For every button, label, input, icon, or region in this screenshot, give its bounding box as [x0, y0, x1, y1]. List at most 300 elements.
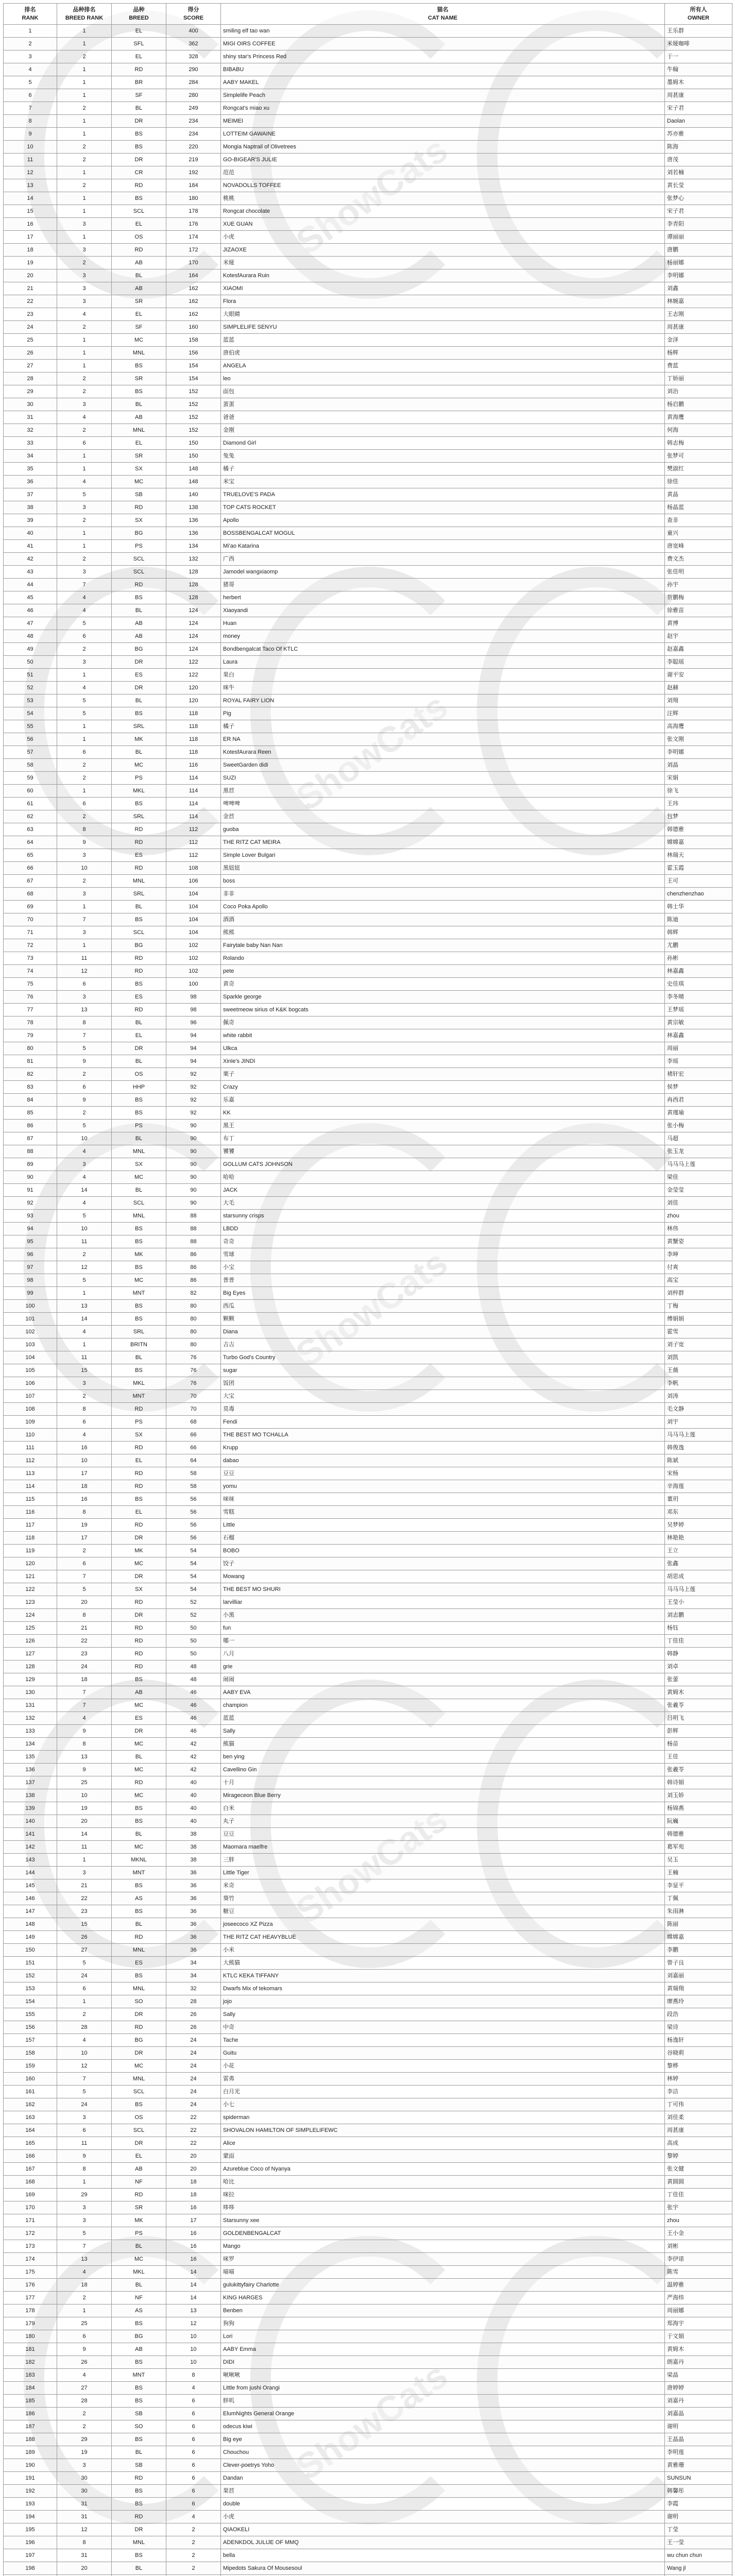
cat-name-cell: guoba [221, 823, 665, 836]
score-cell: 192 [166, 166, 221, 179]
score-cell: 90 [166, 1145, 221, 1158]
cat-name-cell: 桃桃 [221, 192, 665, 205]
owner-cell: 邓东 [665, 1506, 732, 1519]
table-row [4, 141, 732, 154]
rank-cell: 73 [4, 952, 57, 965]
owner-cell: 王小金 [665, 2227, 732, 2240]
breed-cell: MK [112, 733, 166, 746]
score-cell: 162 [166, 295, 221, 308]
owner-cell: 辛海莲 [665, 1480, 732, 1493]
breed-cell: SCL [112, 553, 166, 566]
cat-name-cell: Huan [221, 617, 665, 630]
breed-rank-cell: 26 [57, 2356, 112, 2369]
owner-cell: 赵赫 [665, 682, 732, 694]
cat-name-cell: yomu [221, 1480, 665, 1493]
owner-cell: zhou [665, 1210, 732, 1223]
breed-rank-cell: 19 [57, 1802, 112, 1815]
table-row [4, 901, 732, 913]
breed-rank-cell: 2 [57, 643, 112, 656]
table-row [4, 38, 732, 50]
breed-cell: MC [112, 2060, 166, 2073]
owner-cell: 张小梅 [665, 1120, 732, 1132]
rank-cell: 19 [4, 257, 57, 269]
score-cell: 34 [166, 1957, 221, 1970]
cat-name-cell: Apollo [221, 514, 665, 527]
breed-cell: MNL [112, 424, 166, 437]
breed-rank-cell: 31 [57, 2511, 112, 2523]
rank-cell: 84 [4, 1094, 57, 1107]
breed-rank-cell: 6 [57, 1557, 112, 1570]
table-row [4, 1648, 732, 1660]
score-cell: 16 [166, 2253, 221, 2266]
breed-rank-cell: 2 [57, 514, 112, 527]
table-row [4, 1764, 732, 1776]
rank-cell: 177 [4, 2292, 57, 2304]
breed-rank-cell: 1 [57, 939, 112, 952]
breed-cell: DR [112, 2047, 166, 2060]
table-row [4, 823, 732, 836]
cat-name-cell: Chouchou [221, 2446, 665, 2459]
score-cell: 6 [166, 2485, 221, 2498]
table-row [4, 1223, 732, 1235]
score-cell: 40 [166, 1802, 221, 1815]
score-cell: 58 [166, 1467, 221, 1480]
cat-name-cell: Sally [221, 2008, 665, 2021]
table-row [4, 63, 732, 76]
cat-name-cell: 豆豆 [221, 1828, 665, 1841]
breed-rank-cell: 24 [57, 1660, 112, 1673]
breed-rank-cell: 2 [57, 875, 112, 888]
breed-cell: SR [112, 450, 166, 463]
table-row [4, 2279, 732, 2292]
cat-name-cell: 普普 [221, 1274, 665, 1287]
score-cell: 10 [166, 2343, 221, 2356]
score-cell: 94 [166, 1029, 221, 1042]
cat-name-cell: Azureblue Coco of Nyanya [221, 2163, 665, 2176]
breed-rank-cell: 7 [57, 1699, 112, 1712]
score-cell: 150 [166, 450, 221, 463]
score-cell: 66 [166, 1429, 221, 1442]
breed-rank-cell: 3 [57, 244, 112, 257]
table-row [4, 1673, 732, 1686]
table-row [4, 2498, 732, 2511]
breed-cell: BS [112, 360, 166, 372]
table-row [4, 527, 732, 540]
table-row [4, 862, 732, 875]
cat-name-cell: 栗子 [221, 1068, 665, 1081]
breed-rank-cell: 7 [57, 1570, 112, 1583]
cat-name-cell: 中奇 [221, 2021, 665, 2034]
cat-name-cell: Mi'ao Katarina [221, 540, 665, 553]
table-row [4, 514, 732, 527]
owner-cell: 马马马上莲 [665, 1583, 732, 1596]
cat-name-cell: 奇奇 [221, 1235, 665, 1248]
breed-rank-cell: 10 [57, 1132, 112, 1145]
score-cell: 6 [166, 2472, 221, 2485]
owner-cell: SUNSUN [665, 2472, 732, 2485]
cat-name-cell: Mowang [221, 1570, 665, 1583]
cat-name-cell: Xiaoyandi [221, 604, 665, 617]
owner-cell: 朗嘉丹 [665, 2356, 732, 2369]
owner-cell: Wang jl [665, 2562, 732, 2575]
table-row [4, 2523, 732, 2536]
breed-rank-cell: 10 [57, 1454, 112, 1467]
breed-cell: ES [112, 669, 166, 682]
score-cell: 14 [166, 2292, 221, 2304]
rank-cell: 154 [4, 1995, 57, 2008]
cat-name-cell: GOLDENBENGALCAT [221, 2227, 665, 2240]
table-row [4, 257, 732, 269]
cat-name-cell: SUZI [221, 772, 665, 785]
score-cell: 120 [166, 682, 221, 694]
breed-cell: BL [112, 604, 166, 617]
cat-name-cell: Mirageceon Blue Berry [221, 1789, 665, 1802]
table-row [4, 849, 732, 862]
cat-name-cell: 饭团 [221, 1377, 665, 1390]
rank-cell: 160 [4, 2073, 57, 2086]
cat-name-cell: MIGI OIRS COFFEE [221, 38, 665, 50]
cat-name-cell: fun [221, 1622, 665, 1635]
breed-rank-cell: 5 [57, 488, 112, 501]
breed-cell: RD [112, 1931, 166, 1944]
rank-cell: 88 [4, 1145, 57, 1158]
owner-cell: 刘卓 [665, 1660, 732, 1673]
cat-name-cell: 大毛 [221, 1197, 665, 1210]
owner-cell: 王梦瑶 [665, 1004, 732, 1016]
owner-cell: 杨苗 [665, 1738, 732, 1751]
rank-cell: 83 [4, 1081, 57, 1094]
cat-name-cell: Xinle's JINDI [221, 1055, 665, 1068]
breed-rank-cell: 1 [57, 334, 112, 347]
breed-rank-cell: 26 [57, 1931, 112, 1944]
score-cell: 38 [166, 1854, 221, 1867]
owner-cell: 张梦心 [665, 192, 732, 205]
breed-rank-cell: 28 [57, 2395, 112, 2408]
breed-cell: SF [112, 321, 166, 334]
owner-cell: 刘嘉丹 [665, 2395, 732, 2408]
breed-cell: RD [112, 1442, 166, 1454]
table-row [4, 1081, 732, 1094]
rank-cell: 181 [4, 2343, 57, 2356]
table-row [4, 1274, 732, 1287]
owner-cell: 侯梦 [665, 1081, 732, 1094]
cat-name-cell: 咪罗 [221, 2253, 665, 2266]
owner-cell: 丁娇丽 [665, 372, 732, 385]
table-row [4, 1480, 732, 1493]
breed-rank-cell: 14 [57, 1313, 112, 1326]
table-row [4, 1854, 732, 1867]
breed-cell: SO [112, 2420, 166, 2433]
owner-cell: 谷晓莉 [665, 2047, 732, 2060]
table-row [4, 939, 732, 952]
breed-rank-cell: 25 [57, 2317, 112, 2330]
owner-cell: 李明娜 [665, 746, 732, 759]
owner-cell: 墨姆木 [665, 76, 732, 89]
breed-cell: BS [112, 1364, 166, 1377]
table-row [4, 1918, 732, 1931]
score-cell: 128 [166, 591, 221, 604]
breed-cell: SR [112, 295, 166, 308]
breed-cell: DR [112, 1532, 166, 1545]
table-row [4, 2008, 732, 2021]
breed-rank-cell: 1 [57, 76, 112, 89]
breed-cell: SCL [112, 2124, 166, 2137]
breed-cell: BG [112, 939, 166, 952]
owner-cell: 米娅咖啡 [665, 38, 732, 50]
rank-cell: 166 [4, 2150, 57, 2163]
table-row [4, 1467, 732, 1480]
table-row [4, 1519, 732, 1532]
rank-cell: 187 [4, 2420, 57, 2433]
score-cell: 50 [166, 1648, 221, 1660]
breed-rank-cell: 4 [57, 682, 112, 694]
rank-cell: 188 [4, 2433, 57, 2446]
cat-name-cell: Dandan [221, 2472, 665, 2485]
rank-cell: 143 [4, 1854, 57, 1867]
rank-cell: 43 [4, 566, 57, 579]
breed-cell: RD [112, 1776, 166, 1789]
breed-cell: RD [112, 579, 166, 591]
table-row [4, 1132, 732, 1145]
rank-cell: 119 [4, 1545, 57, 1557]
rank-cell: 50 [4, 656, 57, 669]
owner-cell: 高宝 [665, 1274, 732, 1287]
table-row [4, 2472, 732, 2485]
cat-name-cell: 米奇 [221, 1879, 665, 1892]
table-row [4, 1184, 732, 1197]
table-row [4, 2536, 732, 2549]
watermark-text: ShowCats [288, 2354, 455, 2488]
score-cell: 28 [166, 1995, 221, 2008]
rank-cell: 185 [4, 2395, 57, 2408]
table-row [4, 179, 732, 192]
cat-name-cell: bella [221, 2549, 665, 2562]
owner-cell: 杨启鹏 [665, 398, 732, 411]
breed-cell: DR [112, 682, 166, 694]
owner-cell: 刘彬 [665, 2240, 732, 2253]
breed-cell: RD [112, 1648, 166, 1660]
breed-rank-cell: 7 [57, 913, 112, 926]
rank-cell: 153 [4, 1982, 57, 1995]
breed-cell: SR [112, 2201, 166, 2214]
owner-cell: 唐茂 [665, 154, 732, 166]
rank-cell: 6 [4, 89, 57, 102]
cat-name-cell: Simplelife Peach [221, 89, 665, 102]
score-cell: 22 [166, 2111, 221, 2124]
breed-cell: ES [112, 849, 166, 862]
breed-cell: PS [112, 1120, 166, 1132]
owner-cell: 何海 [665, 424, 732, 437]
score-cell: 18 [166, 2189, 221, 2201]
score-cell: 40 [166, 1789, 221, 1802]
breed-cell: AS [112, 1892, 166, 1905]
breed-cell: RD [112, 1635, 166, 1648]
owner-cell: 林婉嘉 [665, 295, 732, 308]
score-cell: 46 [166, 1699, 221, 1712]
rank-cell: 120 [4, 1557, 57, 1570]
score-cell: 42 [166, 1751, 221, 1764]
breed-cell: AB [112, 1686, 166, 1699]
table-row [4, 926, 732, 939]
breed-cell: MK [112, 1248, 166, 1261]
rank-cell: 113 [4, 1467, 57, 1480]
owner-cell: 马超 [665, 1132, 732, 1145]
owner-cell: 丁佳佳 [665, 2189, 732, 2201]
cat-name-cell: odecus kiwi [221, 2420, 665, 2433]
rank-cell: 60 [4, 785, 57, 798]
score-cell: 46 [166, 1712, 221, 1725]
cat-name-cell: 白米 [221, 1802, 665, 1815]
rank-cell: 74 [4, 965, 57, 978]
score-cell: 180 [166, 192, 221, 205]
cat-name-cell: 小虎 [221, 2511, 665, 2523]
rank-cell: 22 [4, 295, 57, 308]
breed-rank-cell: 23 [57, 1648, 112, 1660]
cat-name-cell: Rongcat chocolate [221, 205, 665, 218]
score-cell: 8 [166, 2369, 221, 2382]
breed-rank-cell: 18 [57, 2279, 112, 2292]
breed-cell: MC [112, 1699, 166, 1712]
breed-rank-cell: 15 [57, 1364, 112, 1377]
cat-name-cell: 白月光 [221, 2086, 665, 2098]
rank-cell: 112 [4, 1454, 57, 1467]
score-cell: 170 [166, 257, 221, 269]
cat-name-cell: 哆哆 [221, 2201, 665, 2214]
score-cell: 86 [166, 1274, 221, 1287]
score-cell: 14 [166, 2279, 221, 2292]
owner-cell: 韩辉 [665, 926, 732, 939]
owner-cell: 李帆 [665, 1377, 732, 1390]
breed-rank-cell: 11 [57, 1351, 112, 1364]
cat-name-cell: spiderman [221, 2111, 665, 2124]
owner-cell: 林艳艳 [665, 1532, 732, 1545]
rank-cell: 170 [4, 2201, 57, 2214]
cat-name-cell: 黑王 [221, 1120, 665, 1132]
owner-cell: 杨晶蓝 [665, 501, 732, 514]
table-row [4, 2240, 732, 2253]
rank-cell: 93 [4, 1210, 57, 1223]
breed-rank-cell: 1 [57, 1287, 112, 1300]
breed-rank-cell: 20 [57, 2562, 112, 2575]
breed-cell: BS [112, 1223, 166, 1235]
owner-cell: 李明娜 [665, 269, 732, 282]
breed-cell: BL [112, 1132, 166, 1145]
table-row [4, 965, 732, 978]
cat-name-cell: Fairytale baby Nan Nan [221, 939, 665, 952]
cat-name-cell: larvilliar [221, 1596, 665, 1609]
score-cell: 118 [166, 733, 221, 746]
cat-name-cell: SHOVALON HAMILTON OF SIMPLELIFEWC [221, 2124, 665, 2137]
breed-rank-cell: 4 [57, 591, 112, 604]
breed-cell: PS [112, 1416, 166, 1429]
owner-cell: 梁晶 [665, 2369, 732, 2382]
cat-name-cell: LBDD [221, 1223, 665, 1235]
rank-cell: 1 [4, 25, 57, 38]
owner-cell: Daolan [665, 115, 732, 128]
rank-cell: 80 [4, 1042, 57, 1055]
owner-cell: 周甚康 [665, 321, 732, 334]
owner-cell: 黄雅珊 [665, 2459, 732, 2472]
breed-rank-cell: 12 [57, 965, 112, 978]
breed-rank-cell: 2 [57, 1248, 112, 1261]
breed-cell: DR [112, 2137, 166, 2150]
rank-cell: 44 [4, 579, 57, 591]
score-cell: 50 [166, 1635, 221, 1648]
table-row [4, 2420, 732, 2433]
cat-name-cell: KotesfAurara Ruin [221, 269, 665, 282]
table-row [4, 2382, 732, 2395]
rank-cell: 56 [4, 733, 57, 746]
breed-cell: RD [112, 2511, 166, 2523]
owner-cell: 宋子君 [665, 102, 732, 115]
breed-rank-cell: 7 [57, 579, 112, 591]
breed-cell: AB [112, 257, 166, 269]
rank-cell: 23 [4, 308, 57, 321]
owner-cell: 刘涛 [665, 1390, 732, 1403]
cat-name-cell: JACK [221, 1184, 665, 1197]
owner-cell: 段浩 [665, 2008, 732, 2021]
owner-cell: 费文杰 [665, 553, 732, 566]
breed-rank-cell: 1 [57, 540, 112, 553]
table-row [4, 952, 732, 965]
cat-name-cell: starsunny crisps [221, 1210, 665, 1223]
breed-cell: ES [112, 1712, 166, 1725]
breed-rank-cell: 6 [57, 437, 112, 450]
breed-rank-cell: 27 [57, 2382, 112, 2395]
breed-rank-cell: 4 [57, 1197, 112, 1210]
table-row [4, 192, 732, 205]
breed-rank-cell: 3 [57, 2111, 112, 2124]
cat-name-cell: 大眼睛 [221, 308, 665, 321]
breed-cell: MNL [112, 2073, 166, 2086]
table-row [4, 1493, 732, 1506]
cat-name-cell: money [221, 630, 665, 643]
table-row [4, 1931, 732, 1944]
owner-cell: 韩静 [665, 1648, 732, 1660]
table-row [4, 617, 732, 630]
score-cell: 36 [166, 1944, 221, 1957]
breed-rank-cell: 1 [57, 1338, 112, 1351]
cat-name-cell: 小黑 [221, 1609, 665, 1622]
score-cell: 6 [166, 2433, 221, 2446]
owner-cell: 李霞 [665, 2498, 732, 2511]
table-row [4, 2086, 732, 2098]
table-row [4, 1094, 732, 1107]
breed-cell: SRL [112, 1326, 166, 1338]
breed-cell: BL [112, 1828, 166, 1841]
table-row [4, 1055, 732, 1068]
breed-rank-cell: 6 [57, 978, 112, 991]
owner-cell: 童兴 [665, 527, 732, 540]
breed-cell: MNT [112, 1287, 166, 1300]
rank-cell: 11 [4, 154, 57, 166]
breed-rank-cell: 9 [57, 2343, 112, 2356]
cat-name-cell: 黑苣 [221, 785, 665, 798]
owner-cell: 尤鹏 [665, 939, 732, 952]
owner-cell: 王志刚 [665, 308, 732, 321]
rank-cell: 115 [4, 1493, 57, 1506]
breed-cell: EL [112, 25, 166, 38]
score-cell: 6 [166, 2420, 221, 2433]
rank-cell: 155 [4, 2008, 57, 2021]
cat-name-cell: Benben [221, 2304, 665, 2317]
score-cell: 96 [166, 1016, 221, 1029]
table-row [4, 1970, 732, 1982]
rank-cell: 178 [4, 2304, 57, 2317]
rank-cell: 104 [4, 1351, 57, 1364]
breed-rank-cell: 8 [57, 1403, 112, 1416]
breed-cell: BS [112, 385, 166, 398]
